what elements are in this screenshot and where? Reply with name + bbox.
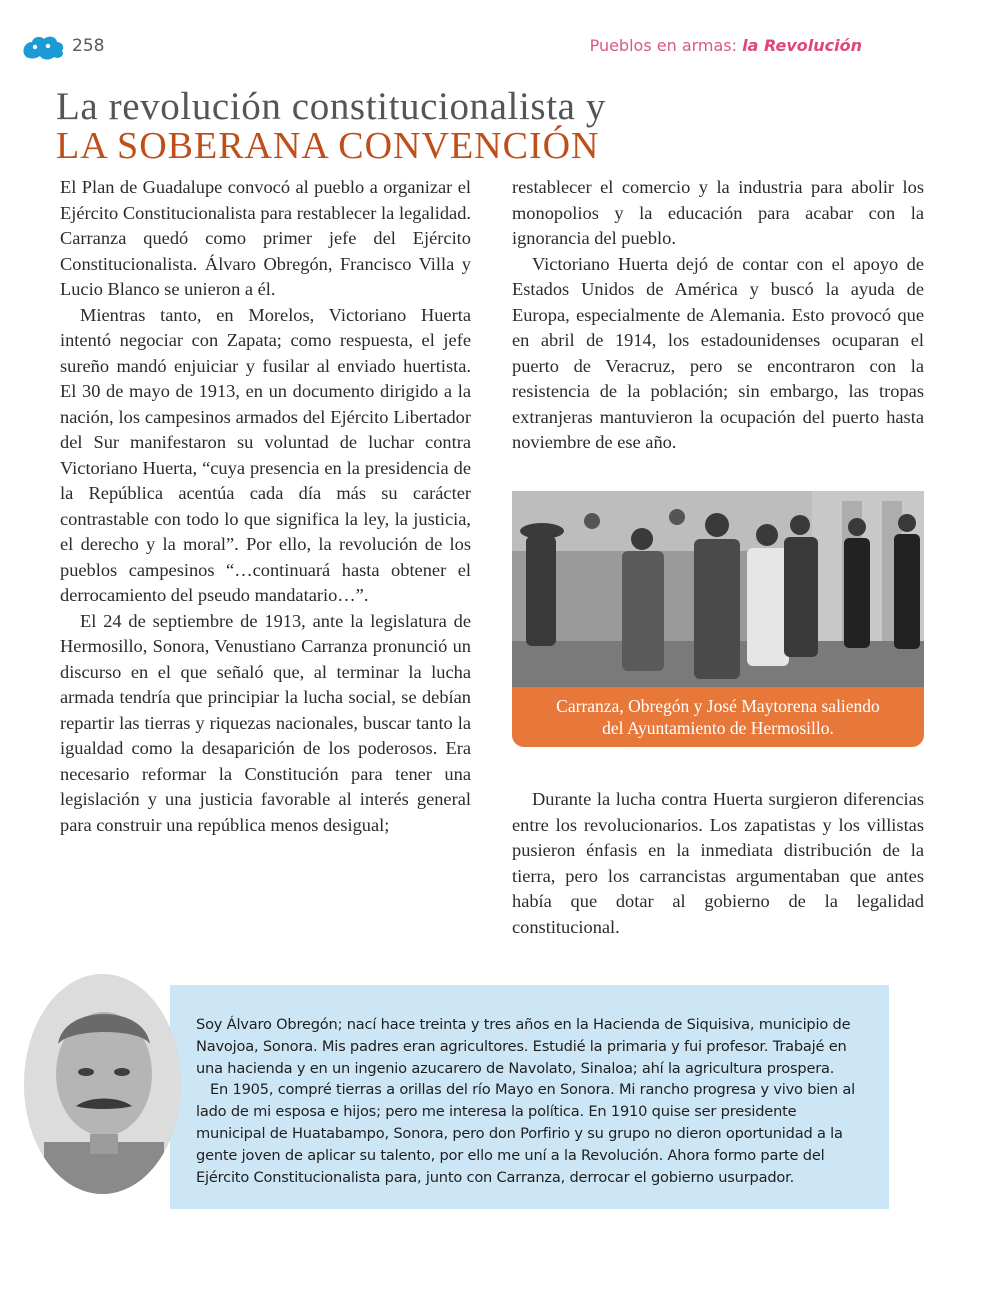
historical-photo (512, 491, 924, 697)
bio-text (196, 1014, 868, 1188)
left-column (60, 175, 471, 838)
page-header (0, 0, 986, 70)
caption-line: del Ayuntamiento de Hermosillo. (602, 718, 834, 738)
paragraph: Mientras tanto, en Morelos, Victoriano Huerta intentó negociar con Zapata; como respuesta, el jefe sureño mandó enjuiciar y fusilar al enviado huertista. El 30 de mayo de 1913, en un documento dirigido a la nación, los campesinos armados del Ejército Libertador del Sur manifestaron su voluntad de luchar contra Victoriano Huerta, “cuya presencia en la presidencia de la República acentúa cada día más su carácter contrastable con todo lo que significa la ley, la justicia, el derecho y la moral”. Por ello, la revolución de los pueblos campesinos “…continuará hasta obtener el derrocamiento del pseudo mandatario…”. (60, 304, 471, 605)
paragraph: Victoriano Huerta dejó de contar con el apoyo de Estados Unidos de América y buscó la ayuda de Europa, especialmente de Alemania. Esto provocó que en abril de 1914, los estadounidenses ocuparan el puerto de Veracruz, pero se encontraron con la resistencia de la población; sin embargo, las tropas extranjeras mantuvieron la ocupación del puerto hasta noviembre de ese año. (512, 253, 924, 452)
portrait-illustration (24, 974, 181, 1194)
section-prefix: Pueblos en armas: (589, 36, 743, 55)
blue-splash-logo-icon (20, 34, 66, 60)
page-number: 258 (72, 36, 105, 56)
page-title-line2: LA SOBERANA CONVENCIÓN (56, 125, 600, 167)
photo-illustration (512, 491, 924, 697)
right-column-top (512, 175, 924, 456)
figure (512, 491, 924, 752)
photo-caption (512, 687, 924, 747)
paragraph: Durante la lucha contra Huerta surgieron diferencias entre los revolucionarios. Los zapatistas y los villistas pusieron énfasis en la inmediata distribución de la tierra, pero los carrancistas argumentaban que antes había que dotar al gobierno de la legalidad constitucional. (512, 789, 924, 937)
bio-paragraph: Soy Álvaro Obregón; nací hace treinta y tres años en la Hacienda de Siquisiva, municipio de Navojoa, Sonora. Mis padres eran agricultores. Estudié la primaria y fui profesor. Trabajé en una hacienda y en un ingenio azucarero de Navolato, Sinaloa; ahí la agricultura prospera. (196, 1016, 851, 1077)
section-title (590, 36, 862, 55)
caption-line: Carranza, Obregón y José Maytorena saliendo (556, 696, 880, 716)
portrait-image (24, 974, 181, 1194)
paragraph: El Plan de Guadalupe convocó al pueblo a organizar el Ejército Constitucionalista para restablecer la legalidad. Carranza quedó como primer jefe del Ejército Constitucionalista. Álvaro Obregón, Francisco Villa y Lucio Blanco se unieron a él. (60, 177, 471, 299)
page-title-line1: La revolución constitucionalista y (56, 85, 607, 128)
paragraph: El 24 de septiembre de 1913, ante la legislatura de Hermosillo, Sonora, Venustiano Carranza pronunció un discurso en el que señaló que, al terminar la lucha armada tendría que principiar la lucha social, se debían repartir las tierras y riquezas nacionales, buscar tanto la igualdad como la desaparición de los poderosos. Era necesario reformar la Constitución para tener una legislación y una justicia favorable al interés general para construir una república menos desigual; (60, 610, 471, 835)
paragraph: restablecer el comercio y la industria para abolir los monopolios y la educación para acabar con la ignorancia del pueblo. (512, 177, 924, 248)
section-emphasis: la Revolución (742, 36, 862, 55)
bio-paragraph: En 1905, compré tierras a orillas del río Mayo en Sonora. Mi rancho progresa y vivo bien al lado de mi esposa e hijos; pero me interesa la política. En 1910 quise ser presidente municipal de Huatabampo, Sonora, pero don Porfirio y su grupo no dieron oportunidad a la gente joven de aplicar su talento, por ello me uní a la Revolución. Ahora formo parte del Ejército Constitucionalista para, junto con Carranza, derrocar el gobierno usurpador. (196, 1081, 856, 1186)
right-column-bottom (512, 787, 924, 940)
